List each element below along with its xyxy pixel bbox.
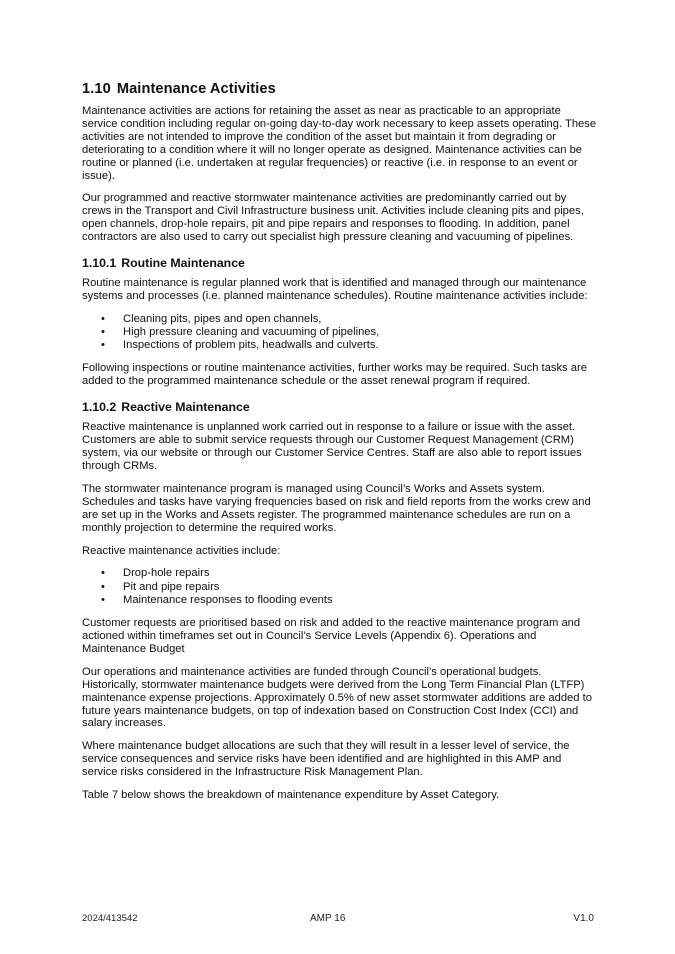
paragraph: Our programmed and reactive stormwater maintenance activities are predominantly carried out by crews in the Transport and Civil Infrastructure business unit. Activities include cleaning pits and pipes, open channels, drop-hole repairs, pit and pipe repairs and responses to flooding. In addition, panel contractors are also used to carry out specialist high pressure cleaning and vacuuming of pipelines. <box>82 192 584 244</box>
section-number: 1.10 <box>82 81 111 97</box>
bullet-icon: • <box>101 339 105 352</box>
subsection-number: 1.10.1 <box>82 256 117 271</box>
paragraph: Routine maintenance is regular planned work that is identified and managed through our maintenance systems and processes (i.e. planned maintenance schedules). Routine maintenance activities include: <box>82 277 588 302</box>
version-label: V1.0 <box>573 913 594 924</box>
bullet-icon: • <box>101 593 105 606</box>
paragraph: Where maintenance budget allocations are such that they will result in a lesser level of service, the service consequences and service risks have been identified and are highlighted in this AMP and service risks considered in the Infrastructure Risk Management Plan. <box>82 740 570 779</box>
document-page <box>82 80 597 812</box>
paragraph: Customer requests are prioritised based on risk and added to the reactive maintenance program and actioned within timeframes set out in Council’s Service Levels (Appendix 6). Operations and Maintenance Budget <box>82 617 581 655</box>
list-item: • Cleaning pits, pipes and open channels, <box>101 312 322 325</box>
paragraph: Our operations and maintenance activities are funded through Council’s operational budgets. Historically, stormwater maintenance budgets were derived from the Long Term Financial Plan (LTFP) maintenance expense projections. Approximately 0.5% of new asset stormwater additions are added to future years maintenance budgets, on top of indexation based on Construction Cost Index (CCI) and salary increases. <box>82 665 592 730</box>
list-item: • Maintenance responses to flooding events <box>101 593 333 606</box>
document-number: 2024/413542 <box>82 913 138 924</box>
subsection-title: Reactive Maintenance <box>121 400 250 415</box>
list-item: • Inspections of problem pits, headwalls and culverts. <box>101 339 379 352</box>
routine-activities-list <box>82 313 597 353</box>
paragraph: Following inspections or routine maintenance activities, further works may be required. Such tasks are added to the programmed maintenance schedule or the asset renewal program if required. <box>82 362 587 388</box>
bullet-icon: • <box>101 567 105 580</box>
reactive-activities-list <box>82 567 597 607</box>
bullet-icon: • <box>101 326 105 339</box>
page-label: AMP 16 <box>310 913 346 924</box>
paragraph: Reactive maintenance activities include: <box>82 544 281 557</box>
paragraph: Maintenance activities are actions for retaining the asset as near as practicable to an appropriate service condition including regular on-going day-to-day work necessary to keep assets operating. These activities are not intended to improve the condition of the asset but maintain it from degrading or deteriorating to a condition where it will no longer operate as designed. Maintenance activities can be routine or planned (i.e. undertaken at regular frequencies) or reactive (i.e. in response to an event or issue). <box>82 105 597 182</box>
list-item: • Drop-hole repairs <box>101 567 210 580</box>
bullet-icon: • <box>101 312 105 325</box>
subsection-heading-reactive <box>82 400 597 415</box>
paragraph: The stormwater maintenance program is managed using Council’s Works and Assets system. Schedules and tasks have varying frequencies based on risk and field reports from the works crew and are set up in the Works and Assets register. The programmed maintenance schedules are run on a monthly projection to determine the required works. <box>82 482 591 534</box>
paragraph: Reactive maintenance is unplanned work carried out in response to a failure or issue with the asset. Customers are able to submit service requests through our Customer Request Management (CRM) system, via our website or through our Customer Service Centres. Staff are also able to report issues through CRMs. <box>82 421 582 473</box>
list-item: • High pressure cleaning and vacuuming of pipelines, <box>101 326 380 339</box>
paragraph: Table 7 below shows the breakdown of maintenance expenditure by Asset Category. <box>82 789 500 802</box>
subsection-number: 1.10.2 <box>82 400 117 415</box>
page-footer <box>82 913 594 927</box>
subsection-title: Routine Maintenance <box>121 256 245 271</box>
list-item: • Pit and pipe repairs <box>101 580 220 593</box>
section-title: Maintenance Activities <box>116 81 276 97</box>
section-heading <box>82 80 597 98</box>
subsection-heading-routine <box>82 256 597 271</box>
bullet-icon: • <box>101 580 105 593</box>
